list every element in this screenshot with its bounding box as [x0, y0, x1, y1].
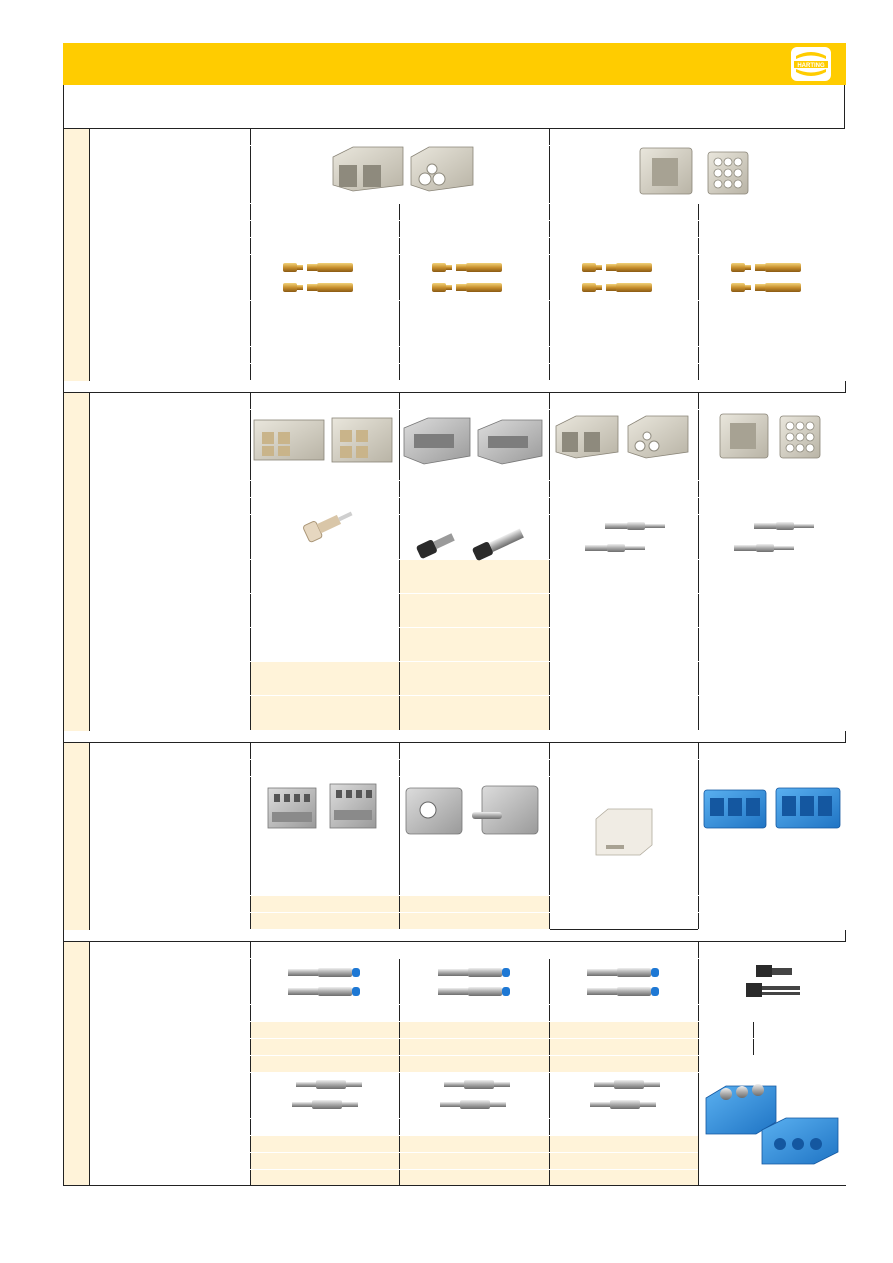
pneumatic-contact-photo	[292, 1080, 660, 1109]
module-insert-photo	[268, 784, 376, 828]
section-2	[63, 393, 65, 731]
module-insert-photo	[720, 414, 820, 458]
section-4	[63, 942, 65, 1186]
section-2-stripe	[64, 393, 90, 731]
section-gap	[63, 930, 846, 942]
module-insert-photo	[596, 809, 652, 855]
page-subheader	[63, 85, 845, 129]
harting-logo-icon	[790, 46, 832, 82]
fibre-optic-contact-photo	[303, 505, 814, 561]
section-4-stripe	[64, 942, 90, 1186]
section-1	[63, 129, 65, 381]
section-gap	[63, 381, 846, 393]
section-gap	[63, 731, 846, 743]
module-insert-photo	[254, 418, 392, 462]
crimp-contact-photo	[283, 263, 801, 292]
module-insert-photo	[404, 418, 542, 464]
header-banner	[63, 43, 846, 85]
table-bottom-border	[63, 1185, 846, 1186]
section-1-stripe	[64, 129, 90, 381]
module-insert-photo	[640, 148, 748, 194]
module-insert-photo	[556, 416, 688, 458]
pneumatic-contact-photo	[288, 968, 659, 996]
pneumatic-contact-photo	[746, 965, 800, 997]
section-3	[63, 743, 65, 930]
blue-module-photo	[706, 1084, 838, 1164]
svg-text:HARTING: HARTING	[797, 62, 825, 69]
module-insert-photo	[406, 786, 538, 834]
module-insert-photo	[333, 147, 473, 191]
blue-module-photo	[704, 788, 840, 828]
section-3-stripe	[64, 743, 90, 930]
